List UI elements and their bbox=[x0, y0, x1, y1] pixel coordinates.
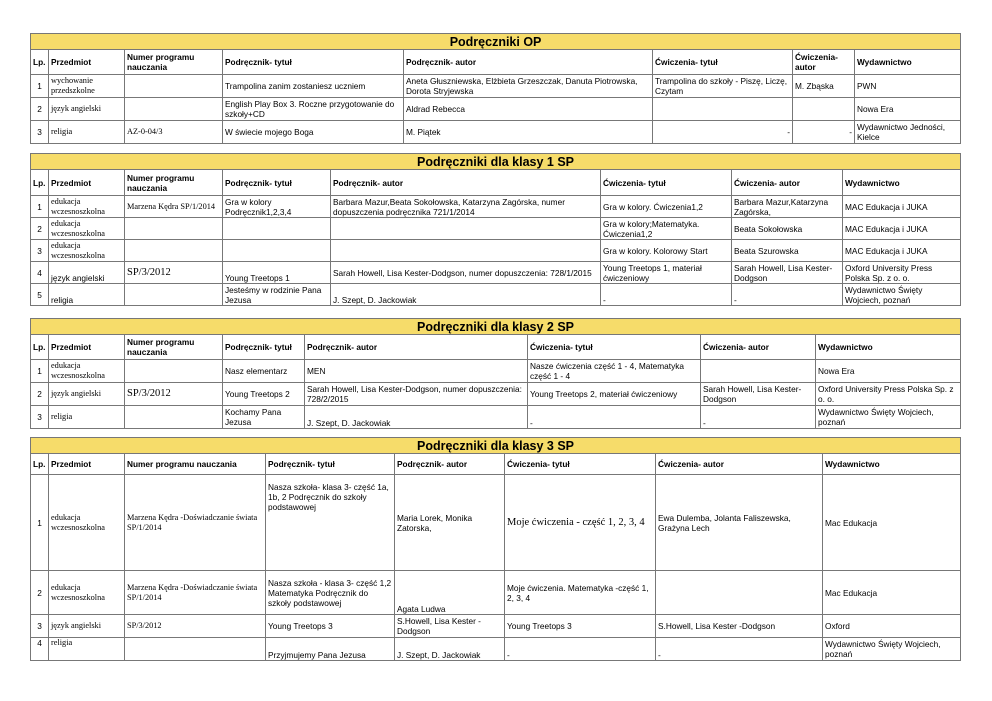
col-header-exercise-author: Ćwiczenia- autor bbox=[793, 50, 855, 75]
cell-program bbox=[125, 218, 223, 240]
col-header-exercise-title: Ćwiczenia- tytuł bbox=[528, 335, 701, 360]
cell-subject: religia bbox=[49, 638, 125, 661]
cell-publisher: Oxford University Press Polska Sp. z o. o. bbox=[843, 262, 961, 284]
col-header-exercise-title: Ćwiczenia- tytuł bbox=[653, 50, 793, 75]
cell-subject: edukacja wczesnoszkolna bbox=[49, 218, 125, 240]
col-header-exercise-author: Ćwiczenia- autor bbox=[701, 335, 816, 360]
col-header-book-author: Podręcznik- autor bbox=[305, 335, 528, 360]
cell-lp: 3 bbox=[31, 121, 49, 144]
cell-exercise-author: - bbox=[732, 284, 843, 306]
cell-program: Marzena Kędra -Doświadczanie świata SP/1/2014 bbox=[125, 475, 266, 571]
col-header-program: Numer programu nauczania bbox=[125, 170, 223, 196]
cell-program: SP/3/2012 bbox=[125, 262, 223, 284]
cell-exercise-title: Gra w kolory. Kolorowy Start bbox=[601, 240, 732, 262]
cell-book-author bbox=[331, 218, 601, 240]
cell-book-title: Nasza szkoła - klasa 3- część 1,2 Matematyka Podręcznik do szkoły podstawowej bbox=[266, 571, 395, 615]
section-op bbox=[30, 33, 961, 144]
cell-book-author bbox=[331, 240, 601, 262]
col-header-subject: Przedmiot bbox=[49, 454, 125, 475]
cell-book-title: Young Treetops 2 bbox=[223, 383, 305, 406]
cell-subject: język angielski bbox=[49, 383, 125, 406]
cell-book-author: MEN bbox=[305, 360, 528, 383]
cell-publisher: Wydawnictwo Święty Wojciech, poznań bbox=[843, 284, 961, 306]
cell-publisher: Mac Edukacja bbox=[823, 475, 961, 571]
cell-lp: 2 bbox=[31, 571, 49, 615]
col-header-subject: Przedmiot bbox=[49, 50, 125, 75]
cell-book-author: Aldrad Rebecca bbox=[404, 98, 653, 121]
section-title: Podręczniki dla klasy 1 SP bbox=[31, 154, 961, 170]
col-header-book-author: Podręcznik- autor bbox=[395, 454, 505, 475]
col-header-book-title: Podręcznik- tytuł bbox=[223, 50, 404, 75]
section-class-1 bbox=[30, 153, 961, 306]
cell-program bbox=[125, 98, 223, 121]
col-header-program: Numer programu nauczania bbox=[125, 454, 266, 475]
cell-book-author: M. Piątek bbox=[404, 121, 653, 144]
cell-publisher: MAC Edukacja i JUKA bbox=[843, 240, 961, 262]
cell-lp: 1 bbox=[31, 196, 49, 218]
cell-exercise-author: S.Howell, Lisa Kester -Dodgson bbox=[656, 615, 823, 638]
cell-book-title: Young Treetops 3 bbox=[266, 615, 395, 638]
cell-publisher: Mac Edukacja bbox=[823, 571, 961, 615]
col-header-exercise-author: Ćwiczenia- autor bbox=[732, 170, 843, 196]
cell-subject: język angielski bbox=[49, 98, 125, 121]
cell-book-author: Aneta Głuszniewska, Elżbieta Grzeszczak, Danuta Piotrowska, Dorota Stryjewska bbox=[404, 75, 653, 98]
cell-publisher: PWN bbox=[855, 75, 961, 98]
cell-subject: edukacja wczesnoszkolna bbox=[49, 196, 125, 218]
table-row bbox=[31, 240, 961, 262]
cell-exercise-title: Trampolina do szkoły - Piszę, Liczę, Czytam bbox=[653, 75, 793, 98]
cell-exercise-title: - bbox=[601, 284, 732, 306]
col-header-publisher: Wydawnictwo bbox=[816, 335, 961, 360]
cell-subject: religia bbox=[49, 406, 125, 429]
table-row bbox=[31, 121, 961, 144]
table-row bbox=[31, 383, 961, 406]
cell-subject: edukacja wczesnoszkolna bbox=[49, 475, 125, 571]
cell-book-title: Przyjmujemy Pana Jezusa bbox=[266, 638, 395, 661]
cell-exercise-author: Barbara Mazur,Katarzyna Zagórska, bbox=[732, 196, 843, 218]
cell-exercise-author: - bbox=[793, 121, 855, 144]
cell-book-title: English Play Box 3. Roczne przygotowanie do szkoły+CD bbox=[223, 98, 404, 121]
cell-book-author: J. Szept, D. Jackowiak bbox=[305, 406, 528, 429]
cell-book-title bbox=[223, 240, 331, 262]
table-row bbox=[31, 638, 961, 661]
cell-exercise-author: Sarah Howell, Lisa Kester-Dodgson bbox=[701, 383, 816, 406]
cell-exercise-author: Beata Szurowska bbox=[732, 240, 843, 262]
cell-publisher: Nowa Era bbox=[816, 360, 961, 383]
cell-exercise-author: Beata Sokołowska bbox=[732, 218, 843, 240]
section-title: Podręczniki dla klasy 3 SP bbox=[31, 438, 961, 454]
cell-publisher: Oxford bbox=[823, 615, 961, 638]
cell-program bbox=[125, 240, 223, 262]
cell-lp: 1 bbox=[31, 75, 49, 98]
cell-lp: 1 bbox=[31, 475, 49, 571]
cell-program: SP/3/2012 bbox=[125, 383, 223, 406]
col-header-exercise-title: Ćwiczenia- tytuł bbox=[601, 170, 732, 196]
cell-publisher: Wydawnictwo Jedności, Kielce bbox=[855, 121, 961, 144]
cell-book-title: Kochamy Pana Jezusa bbox=[223, 406, 305, 429]
cell-program: SP/3/2012 bbox=[125, 615, 266, 638]
cell-exercise-author: M. Zbąska bbox=[793, 75, 855, 98]
cell-program: Marzena Kędra -Doświadczanie świata SP/1/2014 bbox=[125, 571, 266, 615]
table-row bbox=[31, 360, 961, 383]
cell-exercise-title: Gra w kolory. Ćwiczenia1,2 bbox=[601, 196, 732, 218]
cell-lp: 4 bbox=[31, 638, 49, 661]
cell-exercise-author bbox=[701, 360, 816, 383]
cell-lp: 1 bbox=[31, 360, 49, 383]
cell-subject: edukacja wczesnoszkolna bbox=[49, 571, 125, 615]
cell-book-author: Agata Ludwa bbox=[395, 571, 505, 615]
cell-book-author: J. Szept, D. Jackowiak bbox=[395, 638, 505, 661]
cell-book-author: J. Szept, D. Jackowiak bbox=[331, 284, 601, 306]
col-header-book-title: Podręcznik- tytuł bbox=[223, 335, 305, 360]
col-header-lp: Lp. bbox=[31, 454, 49, 475]
table-row bbox=[31, 475, 961, 571]
section-title: Podręczniki OP bbox=[31, 34, 961, 50]
table-row bbox=[31, 98, 961, 121]
cell-book-title: Nasz elementarz bbox=[223, 360, 305, 383]
col-header-book-author: Podręcznik- autor bbox=[404, 50, 653, 75]
cell-exercise-title: Moje ćwiczenia - część 1, 2, 3, 4 bbox=[505, 475, 656, 571]
col-header-lp: Lp. bbox=[31, 335, 49, 360]
cell-program bbox=[125, 638, 266, 661]
cell-publisher: Wydawnictwo Święty Wojciech, poznań bbox=[816, 406, 961, 429]
cell-book-author: S.Howell, Lisa Kester - Dodgson bbox=[395, 615, 505, 638]
cell-program bbox=[125, 284, 223, 306]
table-row bbox=[31, 218, 961, 240]
cell-lp: 3 bbox=[31, 240, 49, 262]
cell-book-author: Maria Lorek, Monika Zatorska, bbox=[395, 475, 505, 571]
cell-exercise-title: Young Treetops 1, materiał ćwiczeniowy bbox=[601, 262, 732, 284]
cell-subject: wychowanie przedszkolne bbox=[49, 75, 125, 98]
cell-publisher: Wydawnictwo Święty Wojciech, poznań bbox=[823, 638, 961, 661]
table-row bbox=[31, 196, 961, 218]
table-row bbox=[31, 262, 961, 284]
cell-subject: język angielski bbox=[49, 615, 125, 638]
cell-exercise-author: Ewa Dulemba, Jolanta Faliszewska, Grażyna Lech bbox=[656, 475, 823, 571]
cell-exercise-author: - bbox=[701, 406, 816, 429]
cell-program: Marzena Kędra SP/1/2014 bbox=[125, 196, 223, 218]
cell-subject: język angielski bbox=[49, 262, 125, 284]
col-header-program: Numer programu nauczania bbox=[125, 335, 223, 360]
cell-publisher: Nowa Era bbox=[855, 98, 961, 121]
col-header-subject: Przedmiot bbox=[49, 335, 125, 360]
cell-subject: edukacja wczesnoszkolna bbox=[49, 240, 125, 262]
cell-publisher: Oxford University Press Polska Sp. z o. o. bbox=[816, 383, 961, 406]
cell-book-title bbox=[223, 218, 331, 240]
cell-program bbox=[125, 75, 223, 98]
cell-exercise-title: Gra w kolory;Matematyka. Ćwiczenia1,2 bbox=[601, 218, 732, 240]
col-header-publisher: Wydawnictwo bbox=[823, 454, 961, 475]
cell-publisher: MAC Edukacja i JUKA bbox=[843, 218, 961, 240]
cell-exercise-title: - bbox=[528, 406, 701, 429]
table-row bbox=[31, 75, 961, 98]
cell-lp: 2 bbox=[31, 218, 49, 240]
table-row bbox=[31, 615, 961, 638]
cell-book-author: Sarah Howell, Lisa Kester-Dodgson, numer dopuszczenia: 728/1/2015 bbox=[331, 262, 601, 284]
cell-exercise-title: Nasze ćwiczenia część 1 - 4, Matematyka część 1 - 4 bbox=[528, 360, 701, 383]
cell-publisher: MAC Edukacja i JUKA bbox=[843, 196, 961, 218]
col-header-book-title: Podręcznik- tytuł bbox=[223, 170, 331, 196]
cell-lp: 3 bbox=[31, 406, 49, 429]
cell-lp: 2 bbox=[31, 98, 49, 121]
col-header-lp: Lp. bbox=[31, 50, 49, 75]
cell-book-title: W świecie mojego Boga bbox=[223, 121, 404, 144]
cell-lp: 2 bbox=[31, 383, 49, 406]
col-header-lp: Lp. bbox=[31, 170, 49, 196]
cell-exercise-title: Moje ćwiczenia. Matematyka -część 1, 2, 3, 4 bbox=[505, 571, 656, 615]
cell-lp: 4 bbox=[31, 262, 49, 284]
cell-exercise-title: - bbox=[653, 121, 793, 144]
cell-exercise-author: Sarah Howell, Lisa Kester-Dodgson bbox=[732, 262, 843, 284]
col-header-exercise-title: Ćwiczenia- tytuł bbox=[505, 454, 656, 475]
col-header-publisher: Wydawnictwo bbox=[855, 50, 961, 75]
cell-program: AZ-0-04/3 bbox=[125, 121, 223, 144]
cell-subject: edukacja wczesnoszkolna bbox=[49, 360, 125, 383]
cell-exercise-title: Young Treetops 3 bbox=[505, 615, 656, 638]
cell-book-title: Jesteśmy w rodzinie Pana Jezusa bbox=[223, 284, 331, 306]
cell-subject: religia bbox=[49, 121, 125, 144]
cell-exercise-title bbox=[653, 98, 793, 121]
cell-book-title: Trampolina zanim zostaniesz uczniem bbox=[223, 75, 404, 98]
cell-exercise-title: Young Treetops 2, materiał ćwiczeniowy bbox=[528, 383, 701, 406]
cell-exercise-author bbox=[656, 571, 823, 615]
cell-book-title: Gra w kolory Podręcznik1,2,3,4 bbox=[223, 196, 331, 218]
col-header-book-author: Podręcznik- autor bbox=[331, 170, 601, 196]
section-title: Podręczniki dla klasy 2 SP bbox=[31, 319, 961, 335]
cell-subject: religia bbox=[49, 284, 125, 306]
col-header-exercise-author: Ćwiczenia- autor bbox=[656, 454, 823, 475]
cell-exercise-author bbox=[793, 98, 855, 121]
section-class-3 bbox=[30, 437, 961, 661]
cell-exercise-author: - bbox=[656, 638, 823, 661]
cell-lp: 5 bbox=[31, 284, 49, 306]
cell-program bbox=[125, 360, 223, 383]
table-row bbox=[31, 571, 961, 615]
col-header-publisher: Wydawnictwo bbox=[843, 170, 961, 196]
section-class-2 bbox=[30, 318, 961, 429]
cell-book-author: Barbara Mazur,Beata Sokołowska, Katarzyna Zagórska, numer dopuszczenia podręcznika 721/1/2014 bbox=[331, 196, 601, 218]
col-header-book-title: Podręcznik- tytuł bbox=[266, 454, 395, 475]
col-header-subject: Przedmiot bbox=[49, 170, 125, 196]
cell-book-title: Young Treetops 1 bbox=[223, 262, 331, 284]
cell-book-author: Sarah Howell, Lisa Kester-Dodgson, numer dopuszczenia: 728/2/2015 bbox=[305, 383, 528, 406]
table-row bbox=[31, 406, 961, 429]
cell-lp: 3 bbox=[31, 615, 49, 638]
cell-exercise-title: - bbox=[505, 638, 656, 661]
col-header-program: Numer programu nauczania bbox=[125, 50, 223, 75]
cell-program bbox=[125, 406, 223, 429]
table-row bbox=[31, 284, 961, 306]
cell-book-title: Nasza szkoła- klasa 3- część 1a, 1b, 2 Podręcznik do szkoły podstawowej bbox=[266, 475, 395, 571]
